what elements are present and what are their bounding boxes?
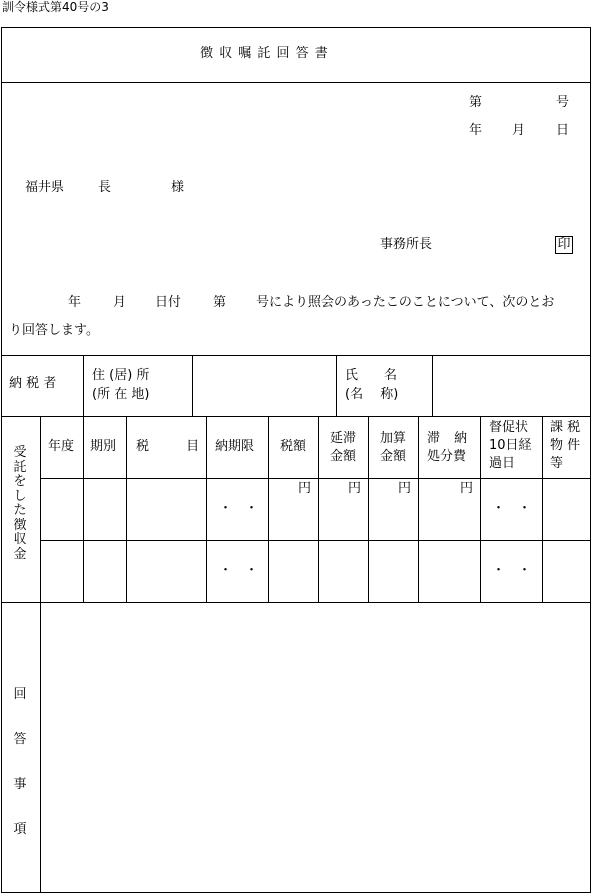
header-additional-line2: 金額 (380, 449, 407, 464)
header-disposition-line1: 滞 納 (427, 431, 468, 446)
header-period: 期別 (90, 439, 117, 454)
body-number-prefix: 第 (213, 295, 227, 310)
divider (206, 416, 207, 602)
header-reminder-line1: 督促状 (489, 420, 529, 435)
divider (83, 355, 84, 416)
header-delinquency-line2: 金額 (330, 449, 357, 464)
number-prefix: 第 (469, 95, 483, 110)
divider (432, 355, 433, 416)
addressee-org: 福井県 (25, 180, 65, 195)
divider (542, 416, 543, 602)
header-additional-line1: 加算 (380, 431, 407, 446)
divider (1, 416, 591, 417)
header-tax-item: 税 目 (136, 439, 200, 454)
divider (83, 416, 84, 602)
header-taxable-line1: 課 税 (550, 420, 581, 435)
date-day: 日 (556, 123, 570, 138)
header-due-date: 納期限 (215, 439, 255, 454)
body-line2: り回答します。 (9, 323, 99, 338)
name-label-line2: (名 称) (345, 387, 399, 402)
divider (268, 416, 269, 602)
divider (1, 355, 591, 356)
body-year: 年 (68, 295, 82, 310)
office-head: 事務所長 (380, 237, 433, 252)
addressee-honorific: 様 (171, 180, 185, 195)
due-date-dots: ・ ・ (219, 501, 259, 516)
divider (192, 355, 193, 416)
header-reminder-line3: 過日 (489, 456, 516, 471)
addressee-role: 長 (98, 180, 112, 195)
divider (418, 416, 419, 602)
header-delinquency-line1: 延滞 (330, 431, 357, 446)
number-suffix: 号 (556, 95, 570, 110)
divider (1, 82, 591, 83)
form-title: 徴 収 嘱 託 回 答 書 (200, 46, 329, 61)
divider (318, 416, 319, 602)
name-label-line1: 氏 名 (345, 368, 398, 383)
answer-label: 回答事項 (13, 687, 27, 837)
due-date-dots: ・ ・ (219, 563, 259, 578)
yen-mark: 円 (460, 481, 474, 496)
address-label-line2: (所 在 地) (92, 387, 150, 402)
collection-row-label: 受託をした徴収金 (13, 445, 27, 562)
seal-stamp: 印 (555, 236, 573, 254)
yen-mark: 円 (298, 481, 312, 496)
divider (40, 478, 591, 479)
header-taxable-line3: 等 (550, 456, 564, 471)
yen-mark: 円 (398, 481, 412, 496)
body-month: 月 (113, 295, 127, 310)
divider (40, 416, 41, 893)
divider (126, 416, 127, 602)
date-month: 月 (512, 123, 526, 138)
divider (1, 602, 591, 603)
date-year: 年 (469, 123, 483, 138)
header-taxable-line2: 物 件 (550, 438, 581, 453)
reminder-date-dots: ・ ・ (492, 501, 532, 516)
yen-mark: 円 (348, 481, 362, 496)
divider (40, 540, 591, 541)
body-line1: 号により照会のあったこのことについて、次のとお (256, 295, 555, 310)
form-number: 訓令様式第40号の3 (2, 0, 109, 14)
divider (368, 416, 369, 602)
divider (480, 416, 481, 602)
header-year: 年度 (48, 439, 75, 454)
reminder-date-dots: ・ ・ (492, 563, 532, 578)
address-label-line1: 住 (居) 所 (92, 368, 150, 383)
divider (336, 355, 337, 416)
header-disposition-line2: 処分費 (427, 449, 467, 464)
body-date-prefix: 日付 (155, 295, 182, 310)
header-reminder-line2: 10日経 (489, 438, 532, 453)
taxpayer-label: 納 税 者 (9, 376, 57, 391)
header-tax-amount: 税額 (280, 439, 307, 454)
